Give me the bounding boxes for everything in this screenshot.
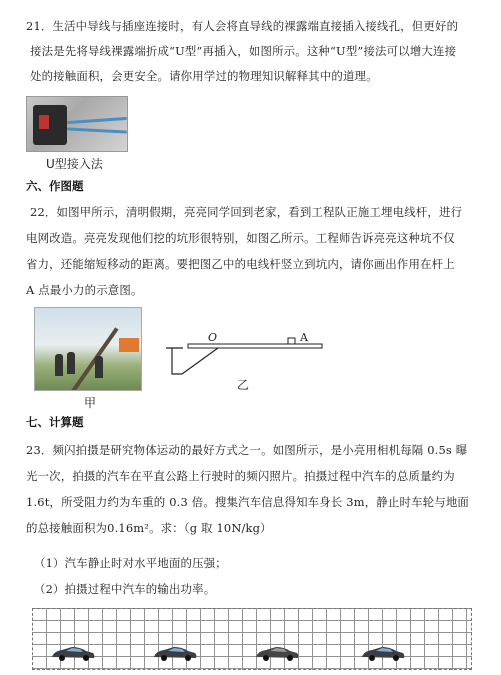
worker-shape <box>95 356 103 378</box>
car-icon <box>360 645 406 661</box>
construction-photo-jia <box>34 307 142 391</box>
worker-shape <box>67 352 75 374</box>
q23-line-4: 的总接触面积为0.16m²。求：（g 取 10N/kg） <box>26 521 272 535</box>
switch-button-shape <box>39 115 49 129</box>
section-six-title: 六、作图题 <box>26 179 84 193</box>
q23-sub-question-1: （1）汽车静止时对水平地面的压强； <box>34 556 227 570</box>
figure-jia-caption: 甲 <box>84 396 97 410</box>
q22-line-1: 22．如图甲所示，清明假期，亮亮同学回到老家，看到工程队正施工埋电线杆，进行 <box>30 205 463 219</box>
q23-line-1: 23．频闪拍摄是研究物体运动的最好方式之一。如图所示，是小亮用相机每隔 0.5s 曝 <box>26 443 468 457</box>
pole-pit-diagram <box>158 328 328 378</box>
q22-line-2: 电网改造。亮亮发现他们挖的坑形很特别，如图乙所示。工程师告诉亮亮这种坑不仅 <box>26 231 455 245</box>
section-seven-title: 七、计算题 <box>26 415 84 429</box>
wire-shape <box>67 117 127 124</box>
u-connection-photo <box>26 96 128 152</box>
label-a: A <box>300 331 308 344</box>
u-connection-caption: U型接入法 <box>46 157 103 171</box>
car-icon <box>254 645 300 661</box>
q21-line-3: 处的接触面积，会更安全。请你用学过的物理知识解释其中的道理。 <box>30 69 378 83</box>
label-o: O <box>208 331 218 344</box>
q23-line-2: 光一次，拍摄的汽车在平直公路上行驶时的频闪照片。拍摄过程中汽车的总质量约为 <box>26 469 455 483</box>
q23-sub-question-2: （2）拍摄过程中汽车的输出功率。 <box>34 582 216 596</box>
pole-shape <box>69 327 118 391</box>
worker-shape <box>55 354 63 376</box>
car-icon <box>152 645 198 661</box>
q21-line-1: 21．生活中导线与插座连接时，有人会将直导线的裸露端直接插入接线孔，但更好的 <box>26 19 459 33</box>
wire-shape <box>67 127 127 133</box>
car-icon <box>50 645 96 661</box>
q22-line-4: A 点最小力的示意图。 <box>26 283 143 297</box>
q21-line-2: 接法是先将导线裸露端折成“U型”再插入，如图所示。这种“U型”接法可以增大连接 <box>30 44 457 58</box>
q22-line-3: 省力，还能缩短移动的距离。要把图乙中的电线杆竖立到坑内，请你画出作用在杆上 <box>26 257 455 271</box>
q23-line-3: 1.6t，所受阻力约为车重的 0.3 倍。搜集汽车信息得知车身长 3m，静止时车轮与地面 <box>26 495 470 509</box>
strobe-photo-strip <box>32 608 472 670</box>
flag-shape <box>119 338 139 352</box>
figure-yi-caption: 乙 <box>237 378 250 392</box>
